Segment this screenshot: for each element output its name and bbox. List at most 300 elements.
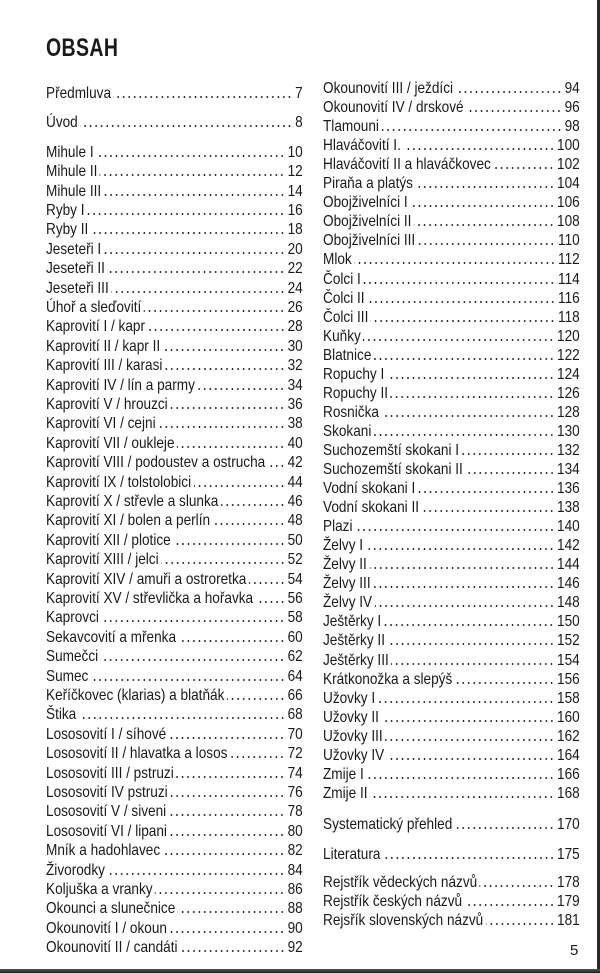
dot-leader [456, 91, 562, 93]
toc-entry-page: 18 [287, 221, 303, 239]
toc-entry-page: 104 [557, 175, 580, 193]
toc-entry[interactable] [46, 900, 303, 918]
toc-entry-page: 64 [287, 667, 303, 685]
toc-entry[interactable] [323, 328, 580, 346]
toc-entry-page: 84 [287, 861, 303, 879]
dot-leader [385, 739, 554, 741]
toc-entry[interactable] [46, 939, 303, 957]
toc-entry[interactable] [46, 881, 303, 899]
toc-entry-title: Kaprovití XI / bolen a perlín [46, 512, 211, 530]
toc-entry-page: 34 [287, 376, 303, 394]
toc-entry-page: 32 [287, 357, 303, 375]
toc-entry[interactable] [46, 377, 303, 395]
dot-leader [367, 301, 555, 303]
dot-leader [169, 737, 285, 739]
page-title: OBSAH [46, 34, 119, 62]
toc-entry[interactable] [46, 202, 303, 220]
dot-leader [465, 904, 555, 906]
toc-entry-page: 124 [557, 365, 580, 383]
toc-entry-title: Zmije I [323, 765, 364, 783]
toc-entry-page: 140 [557, 518, 580, 536]
toc-entry[interactable] [46, 648, 303, 666]
toc-entry-title: Štika [46, 706, 77, 724]
toc-entry-page: 90 [287, 919, 303, 937]
dot-leader [165, 368, 285, 370]
toc-entry-title: Blatnice [323, 346, 372, 364]
toc-entry-page: 8 [295, 114, 303, 132]
toc-entry[interactable] [46, 512, 303, 530]
toc-entry[interactable] [323, 556, 580, 574]
toc-entry[interactable] [323, 251, 580, 269]
toc-entry[interactable] [46, 745, 303, 763]
toc-entry[interactable] [323, 690, 580, 708]
toc-entry[interactable] [323, 575, 580, 593]
toc-entry-page: 48 [287, 512, 303, 530]
dot-leader [104, 194, 285, 196]
toc-entry[interactable] [323, 846, 580, 864]
toc-entry[interactable] [323, 156, 580, 174]
dot-leader [355, 529, 554, 531]
toc-entry-page: 152 [557, 632, 580, 650]
toc-entry-page: 118 [558, 308, 580, 326]
dot-leader [462, 453, 555, 455]
toc-entry-page: 92 [287, 939, 303, 957]
toc-entry-title: Kaprovití VII / oukleje [46, 434, 175, 452]
toc-entry-title: Ryby II [46, 221, 89, 239]
dot-leader [179, 640, 285, 642]
toc-entry-page: 7 [295, 85, 303, 102]
toc-entry-page: 142 [557, 537, 580, 555]
toc-entry[interactable] [46, 241, 303, 259]
toc-entry-page: 72 [287, 745, 303, 763]
dot-leader [455, 682, 555, 684]
toc-entry-page: 128 [557, 403, 580, 421]
toc-entry[interactable] [323, 423, 580, 441]
toc-entry[interactable] [323, 232, 580, 250]
toc-entry-page: 20 [287, 240, 303, 258]
toc-entry-page: 62 [287, 648, 303, 666]
toc-entry[interactable] [46, 842, 303, 860]
toc-entry-title: Okounovití I / okoun [46, 919, 167, 937]
toc-entry-page: 175 [557, 845, 580, 863]
toc-entry-page: 134 [557, 461, 580, 478]
toc-entry-title: Kaprovití XII / plotice [46, 531, 171, 549]
dot-leader [383, 857, 554, 859]
toc-entry[interactable] [323, 385, 580, 403]
toc-entry-page: 80 [287, 822, 303, 840]
dot-leader [91, 232, 285, 234]
toc-entry[interactable] [323, 816, 580, 834]
toc-entry[interactable] [323, 309, 580, 327]
toc-entry-page: 86 [287, 881, 303, 898]
toc-entry[interactable] [46, 629, 303, 647]
toc-entry-title: Vodní skokani I [323, 480, 416, 498]
toc-entry-title: Lososovití IV pstruzi [46, 784, 168, 801]
dot-leader [381, 415, 554, 417]
toc-entry-page: 98 [564, 118, 580, 136]
toc-entry[interactable] [323, 747, 580, 765]
toc-entry[interactable] [323, 893, 580, 911]
toc-entry-title: Ropuchy I [323, 365, 385, 383]
toc-entry-page: 22 [287, 260, 303, 278]
toc-entry[interactable] [46, 454, 303, 472]
toc-entry[interactable] [323, 442, 580, 460]
toc-entry-page: 136 [557, 480, 580, 498]
toc-entry[interactable] [46, 784, 303, 802]
toc-entry-title: Jeseteři I [46, 240, 102, 258]
dot-leader [169, 814, 285, 816]
toc-entry-title: Lososovití V / siveni [46, 803, 167, 821]
toc-entry-page: 150 [557, 613, 580, 631]
toc-entry-title: Rejstřík českých názvů [323, 893, 463, 911]
toc-entry-title: Suchozemští skokani II [323, 461, 463, 478]
dot-leader [213, 523, 285, 525]
toc-entry[interactable] [46, 474, 303, 492]
toc-entry-page: 154 [557, 651, 580, 669]
toc-entry[interactable] [46, 183, 303, 201]
toc-entry-page: 50 [287, 531, 303, 549]
toc-entry-title: Piraňa a platýs [323, 175, 413, 193]
toc-entry-page: 160 [557, 708, 580, 726]
toc-entry-title: Kaprovití XIV / amuři a ostroretka [46, 570, 247, 588]
toc-entry-title: Mihule I [46, 143, 94, 161]
dot-leader [373, 586, 554, 588]
toc-entry-title: Kaprovci [46, 609, 99, 627]
toc-entry-page: 68 [287, 706, 303, 724]
dot-leader [363, 282, 555, 284]
dot-leader [374, 358, 555, 360]
dot-leader [381, 720, 554, 722]
toc-entry[interactable] [46, 571, 303, 589]
toc-entry-title: Ještěrky I [323, 613, 382, 631]
toc-entry-page: 52 [287, 551, 303, 569]
dot-leader [354, 262, 555, 264]
toc-entry[interactable] [46, 260, 303, 278]
dot-leader [422, 510, 555, 512]
toc-entry[interactable] [46, 338, 303, 356]
toc-entry-title: Zmije II [323, 784, 368, 802]
toc-entry-title: Hlaváčovití II a hlaváčkovec [323, 156, 491, 174]
toc-entry-title: Kaprovití IV / lín a parmy [46, 376, 195, 394]
toc-entry[interactable] [46, 590, 303, 608]
dot-leader [414, 224, 554, 226]
dot-leader [374, 434, 555, 436]
toc-entry-page: 120 [557, 327, 580, 345]
toc-entry[interactable] [323, 613, 580, 631]
toc-entry-title: Ryby I [46, 202, 85, 219]
toc-entry-page: 24 [287, 279, 303, 297]
toc-entry[interactable] [323, 652, 580, 670]
toc-entry-page: 94 [564, 80, 580, 97]
toc-entry[interactable] [46, 415, 303, 433]
toc-entry[interactable] [46, 280, 303, 298]
toc-entry-title: Literatura [323, 845, 381, 863]
toc-entry-page: 162 [557, 727, 580, 745]
toc-entry[interactable] [46, 803, 303, 821]
toc-entry-page: 60 [287, 628, 303, 646]
toc-entry[interactable] [46, 726, 303, 744]
toc-entry-title: Želvy I [323, 537, 364, 555]
dot-leader [268, 465, 285, 467]
toc-entry[interactable] [323, 912, 580, 930]
dot-leader [170, 834, 286, 836]
dot-leader [163, 853, 285, 855]
page-number: 5 [570, 942, 579, 959]
toc-entry-page: 146 [557, 575, 580, 593]
toc-entry-title: Užovky I [323, 689, 376, 707]
dot-leader [104, 252, 285, 254]
dot-leader [101, 620, 285, 622]
toc-entry-title: Sumečci [46, 648, 99, 666]
toc-entry[interactable] [323, 137, 580, 155]
toc-entry[interactable] [323, 347, 580, 365]
toc-entry-title: Keříčkovec (klarias) a blatňák [46, 687, 225, 704]
toc-entry[interactable] [323, 194, 580, 212]
toc-entry[interactable] [323, 499, 580, 517]
toc-entry-page: 46 [287, 493, 303, 510]
dot-leader [493, 167, 554, 169]
toc-entry[interactable] [46, 532, 303, 550]
toc-entry-title: Mlok [323, 251, 352, 269]
toc-entry[interactable] [46, 163, 303, 181]
toc-entry-page: 168 [557, 784, 580, 802]
toc-entry-page: 40 [287, 434, 303, 452]
toc-entry-title: Plazi [323, 518, 353, 536]
dot-leader [96, 155, 285, 157]
toc-entry[interactable] [46, 144, 303, 162]
toc-entry[interactable] [323, 99, 580, 117]
toc-entry-title: Lososovití VI / lipani [46, 822, 167, 840]
dot-leader [480, 885, 555, 887]
toc-entry-title: Úvod [46, 114, 78, 132]
dot-leader [375, 605, 555, 607]
toc-entry-title: Želvy II [323, 556, 367, 574]
dot-leader [369, 567, 554, 569]
dot-leader [170, 931, 286, 933]
toc-entry[interactable] [323, 766, 580, 784]
toc-entry-title: Lososovití III / pstruzi [46, 764, 174, 782]
toc-entry[interactable] [323, 461, 580, 479]
toc-entry-title: Kaprovití IX / tolstolobici [46, 473, 192, 491]
toc-entry-title: Obojživelníci I [323, 194, 408, 212]
toc-entry[interactable] [323, 709, 580, 727]
toc-entry-title: Suchozemští skokani I [323, 441, 460, 459]
toc-entry-title: Rejsřík slovenských názvů [323, 912, 484, 930]
toc-entry[interactable] [46, 435, 303, 453]
toc-entry-title: Želvy III [323, 575, 371, 593]
toc-entry-page: 112 [558, 251, 580, 269]
dot-leader [370, 796, 554, 798]
toc-entry[interactable] [323, 671, 580, 689]
toc-entry[interactable] [323, 404, 580, 422]
toc-entry-title: Hlaváčovití I. [323, 137, 401, 155]
toc-entry-page: 58 [287, 609, 303, 627]
toc-entry-page: 54 [287, 570, 303, 588]
toc-entry[interactable] [46, 765, 303, 783]
toc-entry-title: Užovky III [323, 727, 383, 745]
toc-entry[interactable] [46, 85, 303, 103]
toc-entry[interactable] [46, 114, 303, 132]
toc-entry-page: 10 [287, 143, 303, 161]
dot-leader [363, 339, 554, 341]
toc-entry[interactable] [46, 551, 303, 569]
dot-leader [378, 701, 555, 703]
toc-entry-title: Užovky II [323, 708, 379, 726]
dot-leader [418, 491, 555, 493]
toc-entry[interactable] [46, 609, 303, 627]
toc-entry-page: 126 [557, 384, 580, 402]
toc-entry[interactable] [323, 271, 580, 289]
dot-leader [161, 562, 285, 564]
dot-leader [100, 174, 285, 176]
dot-leader [197, 388, 285, 390]
dot-leader [155, 892, 285, 894]
toc-entry[interactable] [323, 537, 580, 555]
toc-entry[interactable] [46, 687, 303, 705]
toc-entry-page: 82 [287, 842, 303, 860]
dot-leader [227, 698, 285, 700]
toc-entry[interactable] [323, 80, 580, 98]
toc-entry-title: Rosnička [323, 403, 379, 421]
dot-leader [384, 624, 555, 626]
toc-entry-page: 96 [564, 99, 580, 117]
dot-leader [388, 643, 555, 645]
toc-entry[interactable] [46, 396, 303, 414]
toc-entry-title: Jeseteři II [46, 260, 105, 278]
dot-leader [366, 548, 555, 550]
dot-leader [387, 758, 555, 760]
toc-entry[interactable] [46, 299, 303, 317]
toc-entry[interactable] [323, 518, 580, 536]
dot-leader [455, 827, 555, 829]
toc-entry-page: 16 [287, 202, 303, 219]
dot-leader [177, 446, 285, 448]
toc-entry-title: Okounovití IV / drskové [323, 99, 464, 117]
toc-entry-title: Krátkonožka a slepýš [323, 670, 453, 688]
toc-entry-page: 76 [287, 784, 303, 801]
dot-leader [158, 426, 285, 428]
dot-leader [194, 485, 285, 487]
toc-entry-title: Obojživelníci II [323, 213, 412, 231]
dot-leader [111, 291, 285, 293]
toc-entry-title: Úhoř a sleďovití [46, 299, 142, 316]
dot-leader [163, 349, 285, 351]
toc-entry-page: 114 [558, 270, 580, 288]
toc-entry-title: Jeseteři III [46, 279, 109, 297]
toc-entry-title: Kaprovití III / karasi [46, 357, 163, 375]
toc-entry-title: Rejstřík vědeckých názvů [323, 874, 478, 891]
toc-entry-title: Systematický přehled [323, 815, 453, 833]
toc-entry-title: Okounovití III / ježdíci [323, 80, 454, 97]
toc-entry-page: 42 [287, 454, 303, 472]
dot-leader [391, 396, 555, 398]
dot-leader [221, 504, 285, 506]
toc-entry[interactable] [323, 480, 580, 498]
toc-entry-page: 12 [287, 163, 303, 181]
toc-entry-page: 74 [287, 764, 303, 782]
dot-leader [178, 911, 285, 913]
dot-leader [144, 310, 285, 312]
toc-entry-page: 38 [287, 415, 303, 433]
toc-entry-page: 36 [287, 396, 303, 413]
toc-entry[interactable] [46, 668, 303, 686]
toc-entry[interactable] [323, 785, 580, 803]
toc-entry-title: Koljuška a vranky [46, 881, 153, 898]
dot-leader [176, 776, 285, 778]
toc-entry-title: Kaprovití XIII / jelci [46, 551, 159, 569]
dot-leader [486, 923, 555, 925]
toc-entry-page: 14 [287, 182, 303, 200]
toc-entry-title: Užovky IV [323, 746, 385, 764]
toc-entry-page: 78 [287, 803, 303, 821]
toc-entry-title: Kaprovití VIII / podoustev a ostrucha [46, 454, 266, 472]
toc-entry[interactable] [46, 823, 303, 841]
toc-entry-title: Okounovití II / candáti [46, 939, 178, 957]
toc-entry-title: Skokani [323, 422, 372, 440]
toc-entry-title: Vodní skokani II [323, 499, 420, 517]
toc-entry-page: 100 [557, 137, 580, 155]
toc-entry-page: 56 [287, 590, 303, 607]
dot-leader [465, 472, 554, 474]
toc-entry-page: 106 [557, 194, 580, 212]
toc-entry-page: 116 [558, 289, 580, 307]
dot-leader [101, 659, 285, 661]
toc-entry[interactable] [46, 920, 303, 938]
toc-entry[interactable] [323, 290, 580, 308]
toc-entry-page: 138 [557, 499, 580, 517]
dot-leader [256, 601, 285, 603]
toc-entry[interactable] [46, 862, 303, 880]
toc-entry[interactable] [323, 213, 580, 231]
toc-entry-title: Kuňky [323, 327, 361, 345]
toc-entry[interactable] [323, 118, 580, 136]
toc-entry[interactable] [323, 594, 580, 612]
toc-entry-page: 132 [557, 441, 580, 459]
toc-entry-page: 170 [557, 815, 580, 833]
toc-entry-page: 178 [557, 874, 580, 891]
toc-entry[interactable] [323, 632, 580, 650]
toc-entry-page: 66 [287, 687, 303, 704]
toc-entry[interactable] [46, 357, 303, 375]
dot-leader [173, 543, 285, 545]
toc-entry-title: Kaprovití X / střevle a slunka [46, 493, 219, 510]
toc-entry-title: Kaprovití I / kapr [46, 318, 146, 336]
toc-entry-title: Želvy IV [323, 594, 373, 612]
toc-entry-title: Ještěrky II [323, 632, 385, 650]
toc-entry-page: 148 [557, 594, 580, 612]
toc-entry[interactable] [46, 221, 303, 239]
toc-entry[interactable] [323, 175, 580, 193]
toc-entry-title: Sekavcovití a mřenka [46, 628, 177, 646]
toc-entry-title: Lososovití I / síhové [46, 725, 167, 743]
toc-entry-page: 130 [557, 422, 580, 440]
toc-entry-title: Kaprovití II / kapr II [46, 337, 161, 355]
toc-entry[interactable] [46, 318, 303, 336]
toc-entry[interactable] [46, 706, 303, 724]
dot-leader [170, 407, 285, 409]
toc-entry[interactable] [46, 493, 303, 511]
toc-entry-page: 70 [287, 725, 303, 743]
dot-leader [249, 582, 285, 584]
toc-entry[interactable] [323, 874, 580, 892]
toc-entry[interactable] [323, 366, 580, 384]
dot-leader [466, 110, 562, 112]
toc-entry-page: 88 [287, 900, 303, 918]
toc-entry-page: 110 [558, 232, 580, 250]
dot-leader [410, 205, 554, 207]
toc-entry-page: 156 [557, 670, 580, 688]
toc-entry[interactable] [323, 728, 580, 746]
